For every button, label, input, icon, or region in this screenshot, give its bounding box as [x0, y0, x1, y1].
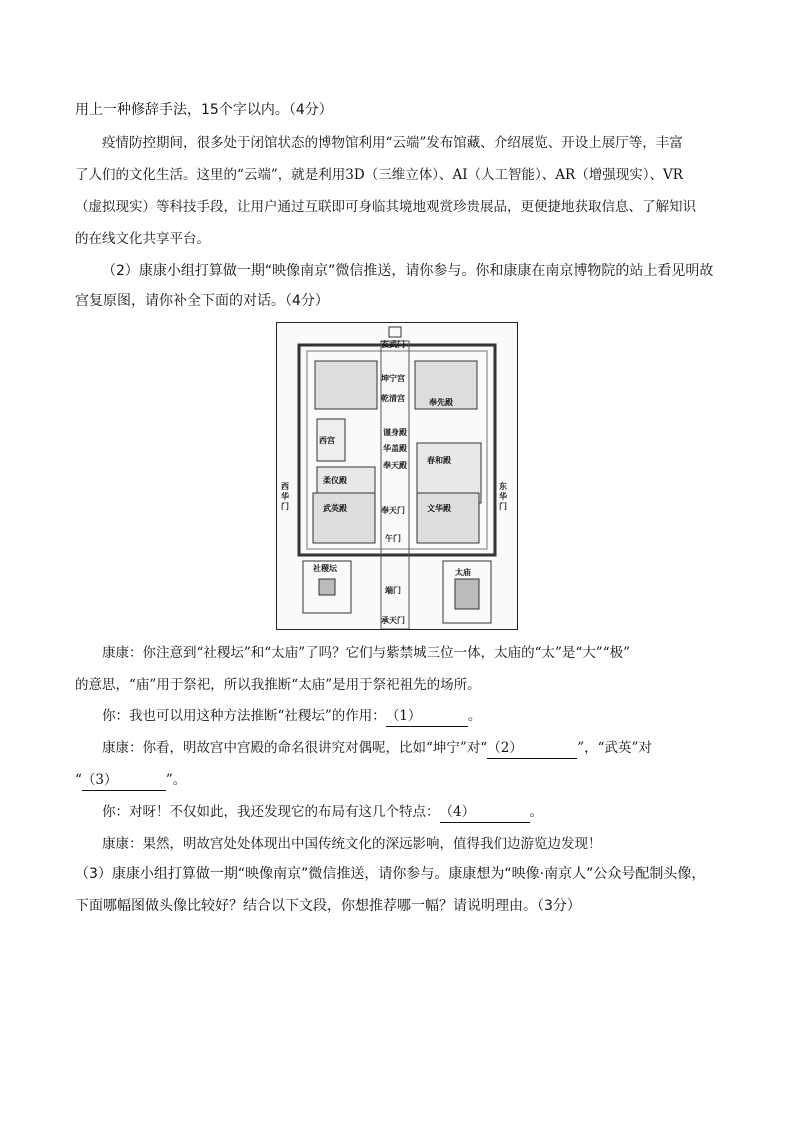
label-xihua: 西华门	[281, 482, 289, 511]
dialogue-3-text: 康康：你看，明故宫中宫殿的命名很讲究对偶呢，比如“坤宁”对“	[102, 740, 488, 756]
label-duanmen: 端门	[385, 586, 401, 595]
label-fengtian-dian: 奉天殿	[383, 461, 407, 470]
question-2-line-1: （2）康康小组打算做一期“映像南京”微信推送，请你参与。你和康康在南京博物院的站上看见明故	[102, 263, 714, 279]
dialogue-line-5	[102, 802, 543, 823]
wuying-block	[313, 493, 375, 543]
label-chengtian: 承天门	[381, 616, 405, 625]
label-kunning: 坤宁宫	[381, 374, 405, 383]
dialogue-line-6: 康康：果然，明故宫处处体现出中国传统文化的深远影响，值得我们边游览边发现！	[102, 836, 602, 852]
west-courtyard-block	[315, 361, 377, 409]
answer-blank-4[interactable]: （4）	[440, 802, 530, 823]
label-donghua: 东华门	[499, 482, 507, 511]
passage-line-1: 疫情防控期间，很多处于闭馆状态的博物馆利用“云端”发布馆藏、介绍展览、开设上展厅等，丰富	[102, 135, 683, 151]
label-wenhua: 文华殿	[427, 504, 451, 513]
label-taimiao: 太庙	[455, 568, 471, 577]
label-xuanwu: 玄武门	[381, 340, 405, 349]
dialogue-5-text: 你：对呀！不仅如此，我还发现它的布局有这几个特点：	[102, 804, 440, 820]
dialogue-4-end: ”。	[165, 772, 187, 788]
dialogue-line-1b: 的意思，“庙”用于祭祀，所以我推断“太庙”是用于祭祀祖先的场所。	[75, 677, 481, 693]
map-drawing	[277, 323, 517, 629]
answer-blank-3[interactable]: （3）	[82, 770, 166, 791]
dialogue-line-1a: 康康：你注意到“社稷坛”和“太庙”了吗？它们与紫禁城三位一体，太庙的“太”是“大”“极”	[102, 645, 631, 661]
label-wumen: 午门	[385, 534, 401, 543]
dialogue-3-mid: ”，“武英”对	[577, 740, 652, 756]
label-jinshen: 谨身殿	[383, 428, 407, 437]
label-wuying: 武英殿	[323, 504, 347, 513]
label-xigong: 西宫	[319, 436, 335, 445]
dialogue-2-text: 你：我也可以用这种方法推断“社稷坛”的作用：	[102, 708, 386, 724]
label-fengtian-men: 奉天门	[381, 506, 405, 515]
north-gate-tower	[389, 327, 401, 337]
dialogue-5-end: 。	[529, 804, 543, 820]
dialogue-line-4	[75, 770, 186, 791]
dialogue-line-3	[102, 738, 652, 759]
label-fengxian: 奉先殿	[429, 398, 453, 407]
passage-line-2: 了人们的文化生活。这里的“云端”，就是利用3D（三维立体）、AI（人工智能）、AR（增强现实）、VR	[75, 167, 683, 183]
passage-line-3: （虚拟现实）等科技手段，让用户通过互联即可身临其境地观赏珍贵展品，更便捷地获取信息、了解知识	[75, 199, 696, 215]
label-qianqing: 乾清宫	[381, 394, 405, 403]
label-huagai: 华盖殿	[383, 444, 407, 453]
label-rouyi: 柔仪殿	[323, 476, 347, 485]
question-tail: 用上一种修辞手法，15个字以内。（4分）	[75, 102, 333, 118]
answer-blank-1[interactable]: （1）	[386, 706, 468, 727]
passage-line-4: 的在线文化共享平台。	[75, 231, 210, 247]
dialogue-line-2	[102, 706, 481, 727]
question-3-line-1: （3）康康小组打算做一期“映像南京”微信推送，请你参与。康康想为“映像·南京人”公众号配制头像，	[75, 866, 706, 882]
ming-palace-map	[276, 322, 518, 630]
question-2-line-2: 宫复原图，请你补全下面的对话。（4分）	[75, 293, 329, 309]
question-3-line-2: 下面哪幅图做头像比较好？结合以下文段，你想推荐哪一幅？请说明理由。（3分）	[75, 898, 581, 914]
dialogue-2-end: 。	[467, 708, 482, 724]
taimiao-hall	[455, 579, 479, 609]
label-sheji: 社稷坛	[313, 564, 337, 573]
label-chunhe: 春和殿	[427, 456, 451, 465]
answer-blank-2[interactable]: （2）	[487, 738, 577, 759]
wenhua-block	[417, 493, 479, 543]
sheji-altar	[319, 579, 335, 595]
dialogue-4-open: “	[75, 772, 82, 788]
